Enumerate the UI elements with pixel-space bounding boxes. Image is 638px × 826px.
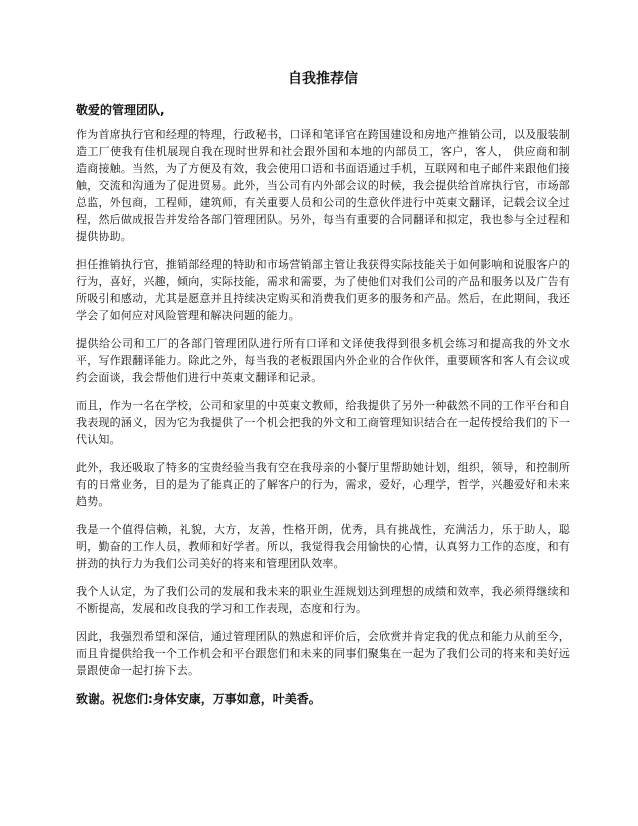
paragraph-7: 我个人认定，为了我们公司的发展和我未来的职业生涯规划达到理想的成绩和效率，我必须得继续和不断提高，发展和改良我的学习和工作表现，态度和行为。 [76, 585, 570, 615]
paragraph-5: 此外，我还吸取了特多的宝贵经验当我有空在我母亲的小餐厅里帮助她计划，组织，领导，和控制所有的日常业务，目的是为了能真正的了解客户的行为，需求，爱好，心理学，哲学，兴趣爱好和未来趋势。 [76, 461, 570, 508]
paragraph-3: 提供给公司和工厂的各部门管理团队进行所有口译和文译使我得到很多机会练习和提高我的外文水平，写作跟翻译能力。除此之外，每当我的老板跟国内外企业的合作伙伴，重要顾客和客人有会议或约会面谈，我会帮他们进行中英東文翻译和记录。 [76, 337, 570, 384]
paragraph-2: 担任推销执行官，推销部经理的特助和市场营销部主管让我获得实际技能关于如何影响和说服客户的行为，喜好，兴趣，倾向，实际技能，需求和需要，为了使他们对我们公司的产品和服务以及广告有所吸引和感动，尤其是愿意并且持续决定购买和消费我们更多的服务和产品。然后，在此期间，我还学会了如何应对风险管理和解决问题的能力。 [76, 258, 570, 322]
letter-title: 自我推荐信 [288, 71, 358, 87]
closing-signature: 致谢。祝您们:身体安康，万事如意，叶美香。 [76, 692, 321, 706]
paragraph-6: 我是一个值得信赖，礼貌，大方，友善，性格开朗，优秀，具有挑战性，充满活力，乐于助人，聪明，勤奋的工作人员，教师和好学者。所以，我觉得我会用愉快的心情，认真努力工作的态度，和有拼劲的执行力为我们公司美好的将来和管理团队效率。 [76, 523, 570, 570]
paragraph-1: 作为首席执行官和经理的特理，行政秘书，口译和笔译官在跨国建设和房地产推销公司，以及服装制造工厂使我有佳机展现自我在现时世界和社会跟外国和本地的内部员工，客户，客人， 供应商和制造商接触。当然，为了方便及有效，我会使用口语和书面语通过手机，互联网和电子邮件来跟他们接触，交流和沟通为了促进贸易。此外，当公司有内外部会议的时候，我会提供给首席执行官，市场部总监，外包商，工程师，建筑师，有关重要人员和公司的生意伙伴进行中英東文翻译，记载会议全过程，然后做成报告并发给各部门管理团队。另外，每当有重要的合同翻译和拟定，我也参与全过程和提供协助。 [76, 128, 570, 243]
letter-page [76, 70, 570, 708]
paragraph-4: 而且，作为一名在学校，公司和家里的中英東文教师，给我提供了另外一种截然不同的工作平台和自我表现的涵义，因为它为我提供了一个机会把我的外文和工商管理知识结合在一起传授给我们的下一代认知。 [76, 399, 570, 446]
salutation: 敬爱的管理团队, [76, 103, 165, 117]
paragraph-8: 因此，我强烈希望和深信，通过管理团队的熟虑和评价后，会欣赏并肯定我的优点和能力从前至今，而且肯提供给我一个工作机会和平台跟您们和未来的同事们聚集在一起为了我们公司的将来和美好远景跟使命一起打拚下去。 [76, 630, 570, 677]
